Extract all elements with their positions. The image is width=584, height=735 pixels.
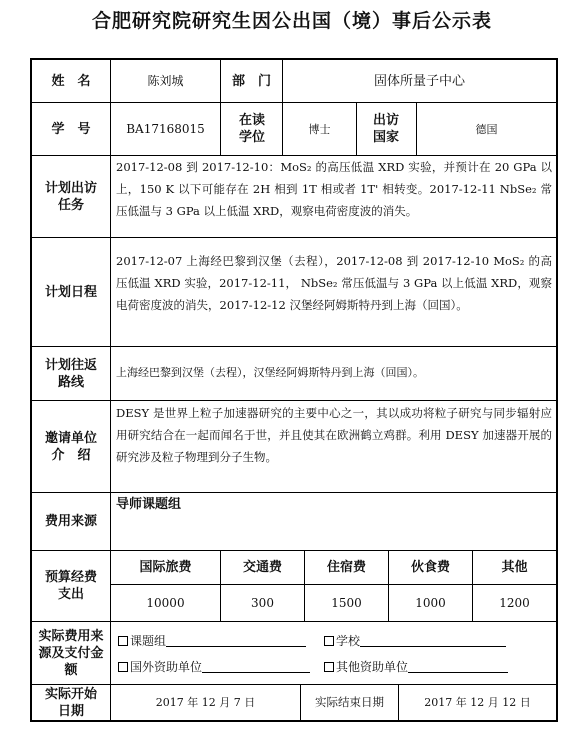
student-id-value: BA17168015 (126, 121, 205, 136)
budget-value-meals: 1000 (415, 595, 446, 610)
task-text: 2017-12-08 到 2017-12-10：MoS₂ 的高压低温 XRD 实验，并预计在 20 GPa 以上，150 K 以下可能存在 2H 相到 1T 相或者 1T' 相转变。2017-12-11 NbSe₂ 常压低温与 3 GPa 以上低温 XRD，观察电荷密度波的消失。 (116, 160, 552, 218)
budget-value-other: 1200 (499, 595, 530, 610)
dept-label: 部 门 (231, 73, 271, 89)
student-id-label: 学 号 (51, 121, 91, 137)
budget-value-transport: 300 (251, 595, 274, 610)
budget-header-transport: 交通费 (242, 560, 282, 575)
degree-label: 在读学位 (238, 113, 265, 145)
budget-value-travel: 10000 (146, 595, 185, 610)
budget-header-meals: 伙食费 (410, 560, 450, 575)
page-title: 合肥研究院研究生因公出国（境）事后公示表 (91, 10, 492, 32)
task-label: 计划出访任务 (44, 180, 97, 213)
country-label: 出访国家 (372, 113, 399, 145)
dept-value: 固体所量子中心 (373, 73, 465, 89)
name-label: 姓 名 (51, 73, 91, 89)
actual-funding-label: 实际费用来源及支付金额 (38, 628, 104, 678)
schedule-text: 2017-12-07 上海经巴黎到汉堡（去程），2017-12-08 到 2017-12-10 MoS₂ 的高压低温 XRD 实验，2017-12-11， NbSe₂ 常压低温与 3 GPa 以上低温 XRD，观察电荷密度波的消失，2017-12-12 汉堡经阿姆斯特丹到上海（回国）。 (116, 254, 552, 312)
inviter-label: 邀请单位介 绍 (44, 430, 97, 463)
country-value: 德国 (475, 122, 498, 136)
checkbox-icon[interactable] (324, 636, 334, 646)
budget-header-travel: 国际旅费 (139, 560, 192, 575)
funding-label: 费用来源 (44, 514, 97, 529)
checkbox-icon[interactable] (118, 636, 128, 646)
checkbox-icon[interactable] (324, 662, 334, 672)
name-value: 陈刘城 (147, 73, 184, 88)
route-text: 上海经巴黎到汉堡（去程），汉堡经阿姆斯特丹到上海（回国）。 (116, 366, 424, 379)
start-date-label: 实际开始日期 (44, 686, 97, 719)
end-date-label: 实际结束日期 (315, 695, 384, 709)
route-label: 计划往返路线 (44, 357, 97, 390)
budget-label: 预算经费支出 (44, 570, 97, 602)
budget-header-other: 其他 (501, 560, 528, 575)
budget-value-lodging: 1500 (331, 595, 362, 610)
budget-header-lodging: 住宿费 (326, 560, 366, 575)
option-project-group[interactable]: 课题组 (118, 632, 306, 649)
option-foreign-sponsor[interactable]: 国外资助单位 (118, 658, 310, 675)
schedule-label: 计划日程 (44, 284, 97, 300)
start-date-value: 2017 年 12 月 7 日 (155, 696, 256, 709)
inviter-text: DESY 是世界上粒子加速器研究的主要中心之一，其以成功将粒子研究与同步辐射应用研究结合在一起而闻名于世，并且使其在欧洲鹤立鸡群。利用 DESY 加速器开展的研究涉及粒子物理到分子生物。 (116, 406, 552, 464)
option-other-sponsor[interactable]: 其他资助单位 (324, 658, 508, 675)
checkbox-icon[interactable] (118, 662, 128, 672)
end-date-value: 2017 年 12 月 12 日 (424, 696, 531, 709)
disclosure-form (30, 58, 558, 722)
option-school[interactable]: 学校 (324, 632, 506, 649)
degree-value: 博士 (308, 122, 331, 136)
funding-value: 导师课题组 (116, 496, 182, 512)
